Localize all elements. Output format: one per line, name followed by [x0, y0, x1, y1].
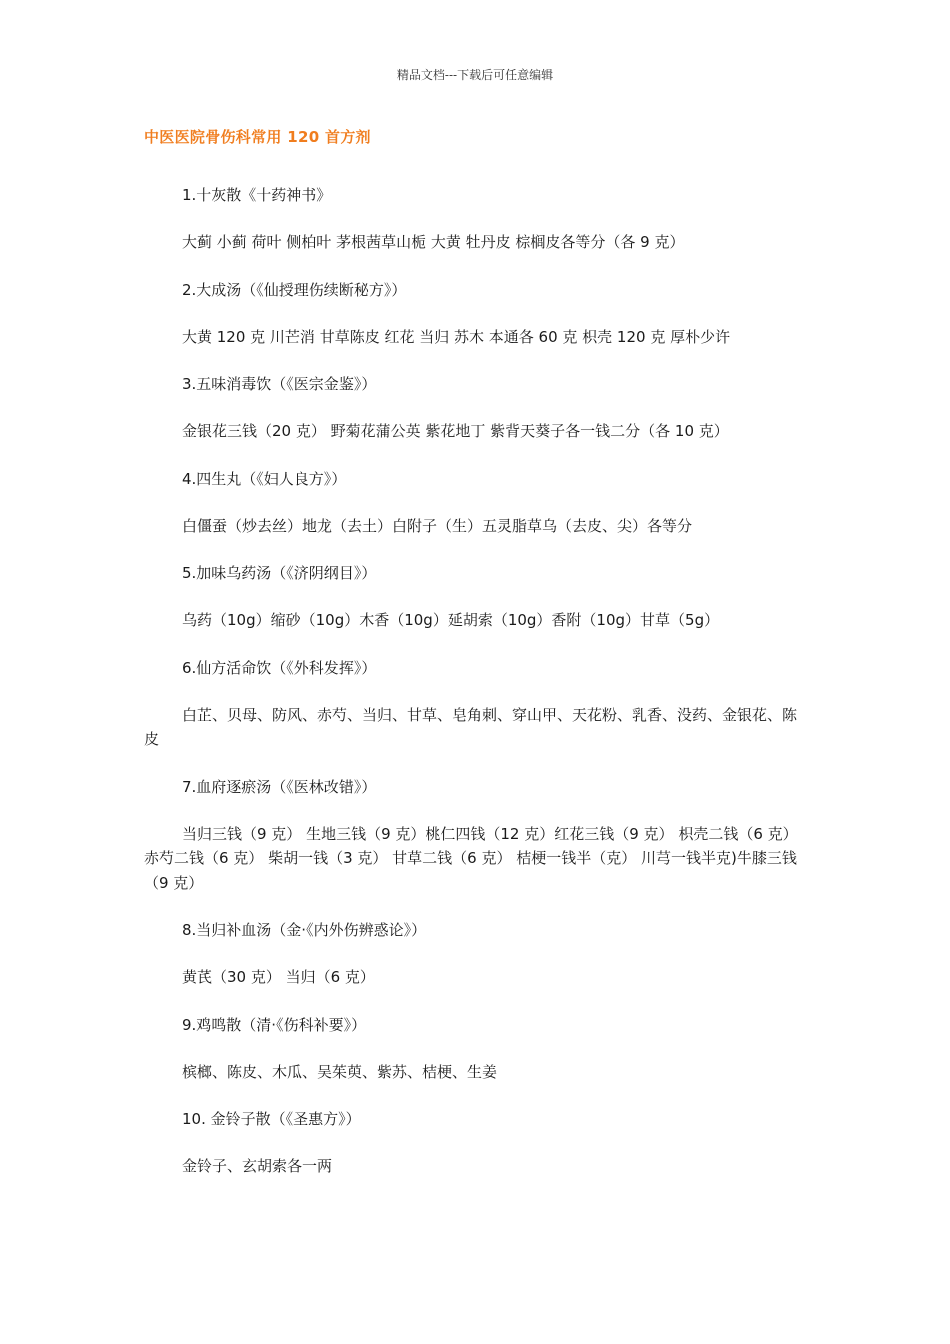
prescription-name: 6.仙方活命饮（《外科发挥》）	[182, 658, 377, 677]
prescription-ingredients: 大黄 120 克 川芒消 甘草陈皮 红花 当归 苏木 本通各 60 克 枳壳 120 克 厚朴少许	[182, 327, 731, 346]
prescription-entry	[144, 656, 806, 752]
prescription-ingredients: 乌药（10g）缩砂（10g）木香（10g）延胡索（10g）香附（10g）甘草（5g）	[182, 611, 720, 629]
prescription-entry	[144, 1107, 806, 1179]
prescription-name: 2.大成汤（《仙授理伤续断秘方》）	[182, 280, 407, 299]
prescription-list	[144, 183, 806, 1202]
prescription-name: 1.十灰散《十药神书》	[182, 186, 332, 204]
prescription-entry	[144, 278, 806, 350]
page-header: 精品文档---下载后可任意编辑	[396, 68, 554, 82]
prescription-name: 7.血府逐瘀汤（《医林改错》）	[182, 777, 377, 796]
document-title: 中医医院骨伤科常用 120 首方剂	[144, 128, 371, 146]
prescription-ingredients: 槟榔、陈皮、木瓜、吴茱萸、紫苏、桔梗、生姜	[182, 1062, 498, 1081]
prescription-entry	[144, 1013, 806, 1085]
prescription-ingredients: 黄芪（30 克） 当归（6 克）	[182, 968, 375, 986]
prescription-entry	[144, 918, 806, 990]
prescription-ingredients: 大蓟 小蓟 荷叶 侧柏叶 茅根茜草山栀 大黄 牡丹皮 棕榈皮各等分（各 9 克）	[182, 233, 685, 251]
prescription-ingredients: 金铃子、玄胡索各一两	[182, 1157, 333, 1175]
prescription-entry	[144, 561, 806, 633]
prescription-ingredients: 当归三钱（9 克） 生地三钱（9 克）桃仁四钱（12 克）红花三钱（9 克） 枳壳二钱（6 克） 赤芍二钱（6 克） 柴胡一钱（3 克） 甘草二钱（6 克） 桔梗一钱半（克） 川芎一钱半克)牛膝三钱（9 克）	[144, 824, 798, 892]
prescription-name: 4.四生丸（《妇人良方》）	[182, 469, 347, 488]
prescription-ingredients: 白僵蚕（炒去丝）地龙（去土）白附子（生）五灵脂草乌（去皮、尖）各等分	[182, 516, 693, 535]
prescription-name: 3.五味消毒饮（《医宗金鉴》）	[182, 375, 377, 393]
prescription-name: 10. 金铃子散（《圣惠方》）	[182, 1110, 361, 1128]
prescription-entry	[144, 775, 806, 896]
prescription-ingredients: 金银花三钱（20 克） 野菊花蒲公英 紫花地丁 紫背天葵子各一钱二分（各 10 克）	[182, 422, 729, 440]
prescription-name: 8.当归补血汤（金·《内外伤辨惑论》）	[182, 921, 427, 939]
prescription-name: 9.鸡鸣散（清·《伤科补要》）	[182, 1015, 367, 1034]
prescription-entry	[144, 372, 806, 444]
prescription-name: 5.加味乌药汤（《济阴纲目》）	[182, 564, 377, 582]
prescription-entry	[144, 183, 806, 255]
prescription-ingredients: 白芷、贝母、防风、赤芍、当归、甘草、皂角刺、穿山甲、天花粉、乳香、没药、金银花、陈皮	[144, 705, 798, 748]
prescription-entry	[144, 467, 806, 539]
